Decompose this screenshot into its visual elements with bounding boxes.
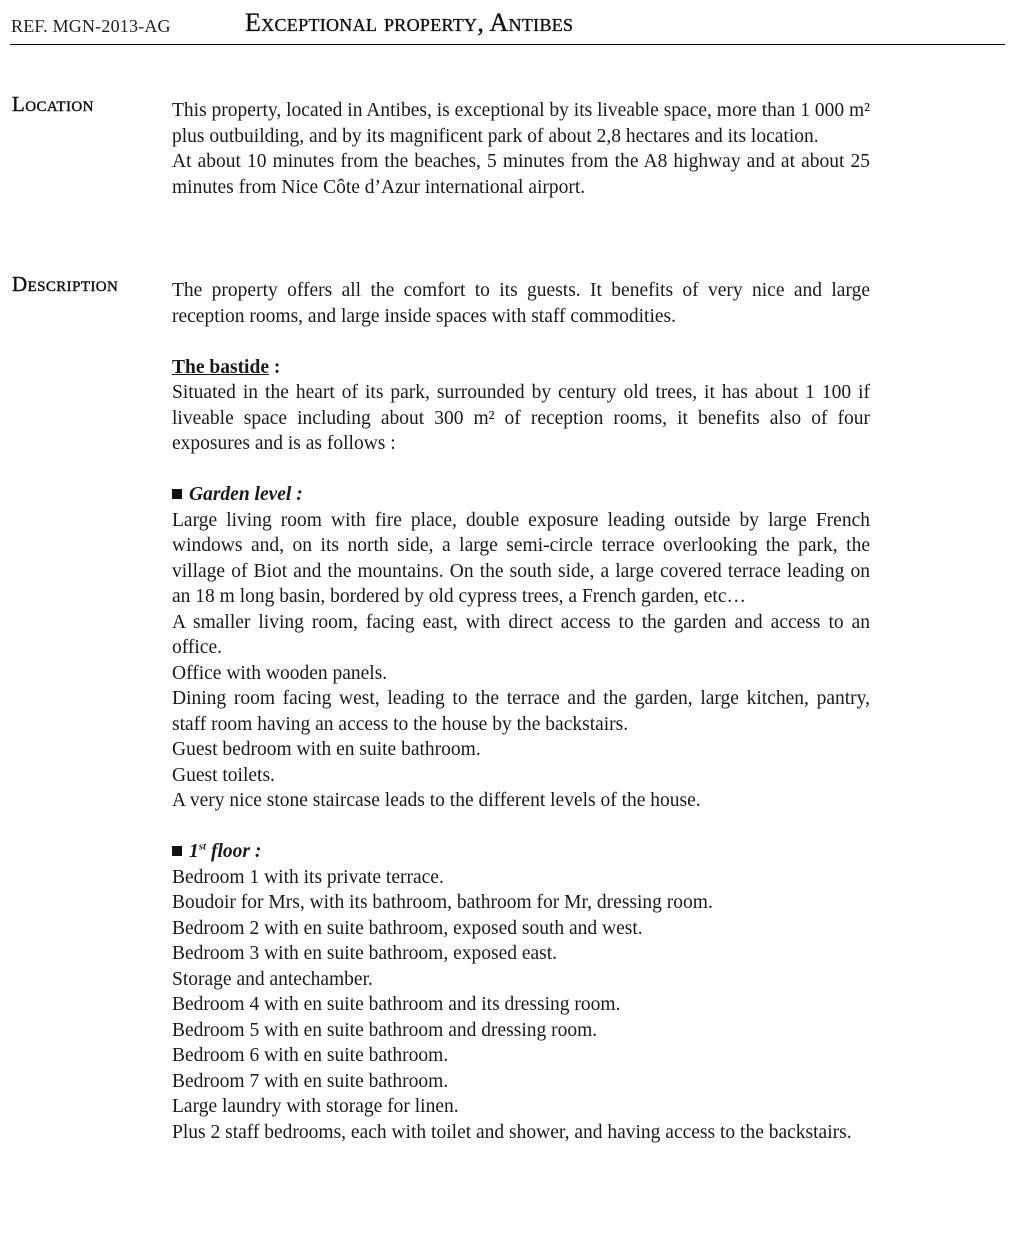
first-floor-line: Storage and antechamber.: [172, 968, 373, 990]
garden-level-heading: Garden level :: [189, 484, 303, 505]
location-paragraph: This property, located in Antibes, is exceptional by its liveable space, more than 1 000 m² plus outbuilding, and by its magnificent park of about 2,8 hectares and its location.: [172, 100, 870, 147]
first-floor-line: Large laundry with storage for linen.: [172, 1096, 459, 1117]
garden-level-heading-line: [172, 482, 870, 508]
garden-level-line: Guest bedroom with en suite bathroom.: [172, 739, 481, 760]
first-floor-line: Bedroom 6 with en suite bathroom.: [172, 1045, 449, 1066]
first-floor-line: Plus 2 staff bedrooms, each with toilet and shower, and having access to the backstairs.: [172, 1121, 852, 1143]
description-section: [172, 278, 870, 1145]
location-paragraph: At about 10 minutes from the beaches, 5 minutes from the A8 highway and at about 25 minutes from Nice Côte d’Azur international airport.: [172, 151, 870, 198]
description-label: Description: [12, 272, 119, 296]
first-floor-line: Bedroom 2 with en suite bathroom, exposed south and west.: [172, 917, 643, 939]
first-floor-heading-line: [172, 839, 870, 865]
location-section: [172, 98, 870, 200]
garden-level-line: A smaller living room, facing east, with direct access to the garden and access to an office.: [172, 611, 870, 658]
location-label: Location: [12, 92, 94, 116]
square-bullet-icon: [172, 489, 182, 499]
first-floor-line: Bedroom 4 with en suite bathroom and its dressing room.: [172, 994, 621, 1015]
first-floor-line: Bedroom 3 with en suite bathroom, exposed east.: [172, 943, 558, 964]
first-floor-line: Boudoir for Mrs, with its bathroom, bathroom for Mr, dressing room.: [172, 892, 713, 913]
garden-level-line: Guest toilets.: [172, 764, 275, 786]
first-floor-line: Bedroom 1 with its private terrace.: [172, 866, 444, 888]
garden-level-line: Dining room facing west, leading to the terrace and the garden, large kitchen, pantry, staff room having an access to the house by the backstairs.: [172, 688, 870, 735]
document-header: [10, 8, 1005, 45]
garden-level-line: Office with wooden panels.: [172, 662, 388, 684]
bastide-heading-line: [172, 355, 870, 381]
garden-level-line: Large living room with fire place, double exposure leading outside by large French windows and, on its north side, a large semi-circle terrace overlooking the park, the village of Biot and the mountains. On the south side, a large covered terrace leading on an 18 m long basin, bordered by old cypress trees, a French garden, etc…: [172, 509, 870, 607]
first-floor-number: 1: [189, 841, 199, 862]
document-title: Exceptional property, Antibes: [245, 8, 574, 37]
bastide-text: Situated in the heart of its park, surrounded by century old trees, it has about 1 100 if liveable space including about 300 m² of reception rooms, it benefits also of four exposures and is as follows :: [172, 382, 870, 454]
garden-level-line: A very nice stone staircase leads to the different levels of the house.: [172, 790, 701, 811]
first-floor-line: Bedroom 7 with en suite bathroom.: [172, 1070, 449, 1092]
bastide-heading: The bastide: [172, 356, 269, 378]
first-floor-heading-text: floor :: [206, 841, 262, 862]
bastide-heading-suffix: :: [268, 356, 281, 378]
first-floor-heading: [189, 841, 261, 862]
reference-number: REF. MGN-2013-AG: [11, 16, 171, 36]
first-floor-ordinal: st: [198, 840, 207, 853]
first-floor-line: Bedroom 5 with en suite bathroom and dressing room.: [172, 1019, 598, 1041]
description-intro: The property offers all the comfort to its guests. It benefits of very nice and large reception rooms, and large inside spaces with staff commodities.: [172, 280, 870, 327]
square-bullet-icon: [172, 846, 182, 856]
